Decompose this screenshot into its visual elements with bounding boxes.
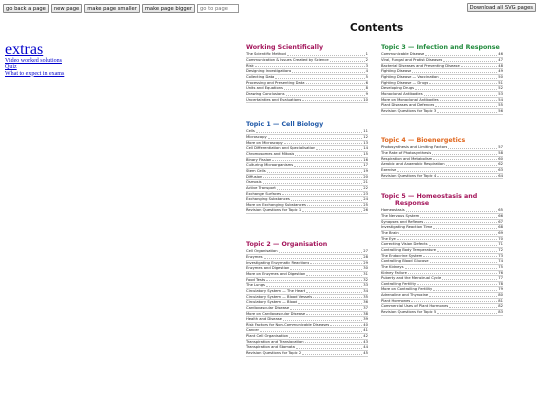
toc-dot-leader: [330, 325, 362, 326]
toc-entry-title: Enzymes: [246, 255, 263, 260]
toc-entry-title: Cell Differentiation and Specialisation: [246, 146, 316, 151]
toc-entry-title: Exchanging Substances: [246, 197, 290, 202]
toc-entry-title: Cell Organisation: [246, 249, 278, 254]
toc-dot-leader: [286, 95, 365, 96]
toc-dot-leader: [275, 78, 364, 79]
toc-entry-page: 46: [498, 52, 503, 57]
toc-entry-page: 13: [363, 140, 368, 145]
toc-dot-leader: [305, 342, 363, 343]
toc-entry-title: More on Microscopy: [246, 140, 283, 145]
toc-entry-title: Binary Fission: [246, 157, 272, 162]
toc-dot-leader: [432, 154, 497, 155]
toc-dot-leader: [405, 268, 498, 269]
toc-entry-title: Revision Questions for Topic 1: [246, 208, 302, 213]
toc-dot-leader: [295, 155, 362, 156]
extras-link-video[interactable]: Video worked solutions: [5, 58, 62, 64]
toc-entry-page: 26: [363, 208, 368, 213]
toc-dot-leader: [420, 217, 497, 218]
toc-dot-leader: [255, 66, 365, 67]
toc-entry-page: 27: [363, 249, 368, 254]
toc-entry-title: Osmosis: [246, 180, 262, 185]
toc-dot-leader: [294, 166, 362, 167]
toc-entry-page: 43: [363, 339, 368, 344]
section-heading: Topic 3 — Infection and Response: [381, 44, 500, 51]
toc-entry-page: 10: [363, 97, 368, 102]
toc-entry-page: 60: [498, 156, 503, 161]
toc-entry-title: Circulatory System — Blood: [246, 300, 298, 305]
toc-entry-page: 58: [498, 151, 503, 156]
toc-entry-title: Stem Cells: [246, 168, 266, 173]
toc-dot-leader: [268, 138, 363, 139]
toc-entry-page: 62: [498, 162, 503, 167]
toc-entry-page: 48: [498, 63, 503, 68]
toc-entry-page: 3: [365, 63, 368, 68]
toc-entry-title: More on Cardiovascular Disease: [246, 311, 306, 316]
toc-dot-leader: [266, 280, 362, 281]
toc-dot-leader: [289, 337, 362, 338]
toc-dot-leader: [433, 290, 497, 291]
toc-dot-leader: [448, 148, 497, 149]
section-heading: Topic 2 — Organisation: [246, 241, 328, 248]
go-back-button[interactable]: go back a page: [3, 4, 49, 13]
toc-entry-page: 47: [498, 58, 503, 63]
toc-entry-page: 14: [363, 146, 368, 151]
toc-entry-title: Enzymes and Digestion: [246, 266, 290, 271]
toc-dot-leader: [397, 239, 497, 240]
toc-entry-title: Monoclonal Antibodies: [381, 91, 423, 96]
make-smaller-button[interactable]: make page smaller: [84, 4, 140, 13]
toc-entry-page: 12: [363, 135, 368, 140]
toc-entry-page: 78: [498, 281, 503, 286]
toc-dot-leader: [307, 205, 362, 206]
toc-entry-page: 32: [363, 277, 368, 282]
toc-entry-title: Food Tests: [246, 277, 266, 282]
toc-entry-title: Transpiration and Stomata: [246, 345, 295, 350]
toc-entry-page: 39: [363, 317, 368, 322]
toc-entry-title: Microscopy: [246, 135, 267, 140]
toc-entry-title: Commercial Uses of Plant Hormones: [381, 304, 449, 309]
toc-entry-title: Investigating Reaction Time: [381, 225, 433, 230]
toc-entry-title: The Lungs: [246, 283, 265, 288]
toc-dot-leader: [429, 296, 497, 297]
toc-dot-leader: [406, 211, 498, 212]
toc-entry-page: 4: [365, 69, 368, 74]
toc-dot-leader: [435, 106, 497, 107]
toc-entry-page: 19: [363, 168, 368, 173]
toc-dot-leader: [284, 89, 365, 90]
toc-entry-page: 21: [363, 180, 368, 185]
toc-entry-page: 8: [365, 86, 368, 91]
toc-dot-leader: [446, 165, 498, 166]
toc-entry-title: Controlling Blood Glucose: [381, 259, 429, 264]
toc-entry-title: The Rate of Photosynthesis: [381, 151, 432, 156]
toc-entry-title: More on Controlling Fertility: [381, 287, 433, 292]
toc-entry-title: The Brain: [381, 231, 399, 236]
toc-dot-leader: [291, 200, 362, 201]
toc-section: [381, 44, 503, 115]
toc-entry-title: Correcting Vision Defects: [381, 242, 428, 247]
toc-entry-title: Transpiration and Translocation: [246, 339, 304, 344]
toc-entry-page: 49: [498, 69, 503, 74]
toc-entry-title: Processing and Presenting Data: [246, 80, 305, 85]
toc-dot-leader: [264, 258, 363, 259]
toc-entry-title: More on Exchanging Substances: [246, 202, 306, 207]
toc-dot-leader: [411, 301, 497, 302]
toc-entry-page: 29: [363, 260, 368, 265]
toc-entry-page: 41: [363, 328, 368, 333]
toc-entry-title: Risk Factors for Non-Communicable Diseases: [246, 322, 330, 327]
toc-entry-title: Communication & Issues Created by Science: [246, 58, 329, 63]
toc-section: [246, 241, 368, 357]
toc-dot-leader: [461, 66, 498, 67]
toc-dot-leader: [449, 307, 497, 308]
toc-entry-page: 34: [363, 288, 368, 293]
toc-entry-page: 76: [498, 270, 503, 275]
toc-dot-leader: [313, 297, 362, 298]
toc-entry-page: 64: [498, 173, 503, 178]
toc-entry-title: Viral, Fungal and Protist Diseases: [381, 58, 443, 63]
toc-entry-page: 72: [498, 247, 503, 252]
toc-entry-title: Cancer: [246, 328, 259, 333]
toc-entry-title: Circulatory System — Blood Vessels: [246, 294, 313, 299]
toc-entry-title: The Endocrine System: [381, 253, 423, 258]
toc-dot-leader: [430, 262, 498, 263]
toc-entry-page: 69: [498, 231, 503, 236]
toc-dot-leader: [425, 55, 497, 56]
toc-dot-leader: [260, 331, 362, 332]
toc-dot-leader: [283, 320, 362, 321]
extras-link-quiz[interactable]: Quiz: [5, 64, 17, 71]
toc-entry-page: 51: [498, 80, 503, 85]
toc-entry-page: 22: [363, 185, 368, 190]
toc-entry-page: 38: [363, 311, 368, 316]
toc-entry-title: Fighting Disease: [381, 69, 412, 74]
toc-entry-page: 66: [498, 214, 503, 219]
toc-dot-leader: [266, 286, 362, 287]
toc-entry-title: The Nervous System: [381, 214, 420, 219]
toc-entry-page: 9: [365, 91, 368, 96]
toc-entry-page: 28: [363, 255, 368, 260]
toc-dot-leader: [437, 176, 497, 177]
toc-entry-title: Photosynthesis and Limiting Factors: [381, 145, 448, 150]
extras-title[interactable]: extras: [5, 41, 44, 58]
toc-entry-title: Drawing Conclusions: [246, 91, 285, 96]
toc-entry-title: Homeostasis: [381, 208, 405, 213]
toc-dot-leader: [277, 189, 362, 190]
toc-dot-leader: [412, 72, 497, 73]
toc-dot-leader: [263, 177, 362, 178]
toc-entry-title: More on Monoclonal Antibodies: [381, 97, 439, 102]
toc-dot-leader: [306, 314, 362, 315]
toc-entry-page: 31: [363, 272, 368, 277]
toc-entry-page: 71: [498, 242, 503, 247]
toc-entry-title: Puberty and the Menstrual Cycle: [381, 276, 442, 281]
toc-entry-title: Exchange Surfaces: [246, 191, 282, 196]
toc-entry-page: 20: [363, 174, 368, 179]
toc-entry[interactable]: [381, 310, 503, 316]
toc-entry-page: 70: [498, 236, 503, 241]
toc-entry-page: 44: [363, 345, 368, 350]
toc-dot-leader: [279, 252, 363, 253]
extras-sidebar: [5, 42, 64, 77]
toc-entry-title: Communicable Disease: [381, 52, 425, 57]
toc-entry-page: 67: [498, 219, 503, 224]
toc-dot-leader: [316, 149, 362, 150]
toc-dot-leader: [400, 234, 498, 235]
toc-dot-leader: [408, 273, 497, 274]
toc-entry-title: The Kidneys: [381, 264, 404, 269]
toc-entry-title: Synapses and Reflexes: [381, 219, 424, 224]
toc-dot-leader: [296, 348, 362, 349]
toc-entry[interactable]: [246, 351, 368, 357]
toc-dot-leader: [429, 245, 498, 246]
toc-entry-title: The Scientific Method: [246, 52, 286, 57]
section-heading: Topic 4 — Bioenergetics: [381, 137, 466, 144]
toc-entry-page: 83: [498, 310, 503, 315]
toc-entry-page: 2: [365, 58, 368, 63]
toc-dot-leader: [302, 354, 362, 355]
toc-entry-title: Cells: [246, 129, 255, 134]
toc-dot-leader: [284, 143, 363, 144]
toc-entry-page: 82: [498, 304, 503, 309]
toc-entry-title: Chromosomes and Mitosis: [246, 152, 295, 157]
toc-entry-page: 52: [498, 86, 503, 91]
toc-entry-title: Fighting Disease — Vaccination: [381, 75, 439, 80]
toc-entry-title: Respiration and Metabolism: [381, 156, 433, 161]
toc-dot-leader: [310, 263, 362, 264]
toc-entry-title: Circulatory System — The Heart: [246, 288, 306, 293]
toc-entry-title: More on Enzymes and Digestion: [246, 272, 306, 277]
toc-entry[interactable]: [246, 98, 368, 104]
toc-entry-page: 6: [365, 80, 368, 85]
toc-dot-leader: [292, 72, 364, 73]
toc-entry-page: 30: [363, 266, 368, 271]
toc-entry-page: 65: [498, 208, 503, 213]
toc-dot-leader: [415, 89, 497, 90]
toc-entry-page: 11: [363, 129, 368, 134]
toc-entry-title: Controlling Fertility: [381, 281, 417, 286]
toc-entry-page: 50: [498, 75, 503, 80]
toc-entry-title: Adrenaline and Thyroxine: [381, 293, 429, 298]
section-heading: Topic 1 — Cell Biology: [246, 121, 324, 128]
toc-section: [381, 137, 503, 179]
toc-section: [246, 121, 368, 214]
toc-entry-page: 68: [498, 225, 503, 230]
toc-entry-title: Uncertainties and Evaluations: [246, 97, 302, 102]
toc-dot-leader: [267, 172, 363, 173]
toc-dot-leader: [437, 313, 497, 314]
toc-dot-leader: [437, 112, 497, 113]
toc-entry-page: 57: [498, 145, 503, 150]
toc-dot-leader: [263, 183, 363, 184]
toc-dot-leader: [306, 292, 362, 293]
toc-dot-leader: [256, 132, 362, 133]
toc-entry-title: Kidney Failure: [381, 270, 407, 275]
toc-dot-leader: [272, 160, 362, 161]
toc-entry-page: 35: [363, 294, 368, 299]
toc-dot-leader: [397, 171, 497, 172]
toc-entry[interactable]: [246, 208, 368, 214]
extras-link-exams[interactable]: What to expect in exams: [5, 70, 65, 77]
toc-dot-leader: [287, 55, 365, 56]
toc-entry-title: Plant Diseases and Defences: [381, 103, 435, 108]
toc-entry-page: 42: [363, 334, 368, 339]
toc-entry-page: 1: [365, 52, 368, 57]
toc-entry-title: Revision Questions for Topic 3: [381, 108, 437, 113]
toc-dot-leader: [282, 194, 362, 195]
toc-entry-title: Culturing Microorganisms: [246, 163, 294, 168]
toc-dot-leader: [302, 211, 362, 212]
download-svg-button[interactable]: Download all SVG pages: [467, 3, 536, 12]
toc-entry[interactable]: [381, 109, 503, 115]
toc-dot-leader: [298, 303, 362, 304]
toc-dot-leader: [302, 100, 362, 101]
toc-dot-leader: [433, 159, 497, 160]
toc-entry-page: 36: [363, 300, 368, 305]
toc-dot-leader: [440, 78, 498, 79]
toc-entry-title: Investigating Enzymatic Reactions: [246, 260, 310, 265]
toc-entry-title: Revision Questions for Topic 4: [381, 173, 437, 178]
toc-entry-title: Revision Questions for Topic 2: [246, 351, 302, 356]
toc-dot-leader: [424, 95, 498, 96]
toc-entry-page: 54: [498, 97, 503, 102]
toc-dot-leader: [290, 309, 362, 310]
toc-entry-page: 81: [498, 298, 503, 303]
toc-dot-leader: [290, 269, 362, 270]
toc-entry-title: The Eye: [381, 236, 396, 241]
toc-entry-page: 5: [365, 75, 368, 80]
toc-section: [381, 193, 503, 316]
toc-entry-page: 77: [498, 276, 503, 281]
toc-entry-page: 37: [363, 305, 368, 310]
toc-entry-page: 80: [498, 293, 503, 298]
toc-entry-page: 15: [363, 152, 368, 157]
toolbar: [3, 3, 239, 14]
toc-section: [246, 44, 368, 103]
toc-entry-title: Active Transport: [246, 185, 276, 190]
toc-entry-title: Controlling Body Temperature: [381, 247, 437, 252]
toc-entry-page: 63: [498, 168, 503, 173]
toc-entry-page: 33: [363, 283, 368, 288]
toc-entry-page: 79: [498, 287, 503, 292]
section-heading: Working Scientifically: [246, 44, 324, 51]
section-heading: Topic 5 — Homeostasis and Response: [381, 193, 478, 207]
toc-dot-leader: [424, 222, 497, 223]
toc-dot-leader: [429, 83, 497, 84]
toc-entry-title: Developing Drugs: [381, 86, 415, 91]
toc-entry-title: Diffusion: [246, 174, 263, 179]
toc-entry-title: Cardiovascular Disease: [246, 305, 290, 310]
toc-entry-page: 53: [498, 91, 503, 96]
toc-entry-title: Revision Questions for Topic 5: [381, 310, 437, 315]
go-to-page-input[interactable]: [197, 4, 239, 13]
toc-entry-page: 17: [363, 163, 368, 168]
make-bigger-button[interactable]: make page bigger: [142, 4, 195, 13]
toc-entry-page: 75: [498, 264, 503, 269]
toc-entry-title: Risk: [246, 63, 254, 68]
toc-entry-title: Aerobic and Anaerobic Respiration: [381, 162, 445, 167]
toc-entry-page: 25: [363, 202, 368, 207]
page-title: Contents: [350, 22, 404, 34]
toc-entry-title: Fighting Disease — Drugs: [381, 80, 429, 85]
toc-entry-title: Plant Hormones: [381, 298, 411, 303]
toc-dot-leader: [330, 61, 365, 62]
toc-entry-page: 73: [498, 253, 503, 258]
toc-entry-title: Units and Equations: [246, 86, 283, 91]
toc-entry-title: Bacterial Diseases and Preventing Disease: [381, 63, 460, 68]
toc-dot-leader: [306, 83, 365, 84]
toc-entry-title: Collecting Data: [246, 75, 275, 80]
toc-dot-leader: [437, 251, 497, 252]
toc-entry-page: 40: [363, 322, 368, 327]
toc-entry[interactable]: [381, 174, 503, 180]
toc-entry-title: Exercise: [381, 168, 397, 173]
toc-entry-page: 55: [498, 103, 503, 108]
new-page-button[interactable]: new page: [51, 4, 82, 13]
toc-entry-page: 56: [498, 108, 503, 113]
toc-entry-title: Plant Cell Organisation: [246, 334, 289, 339]
toc-entry-page: 74: [498, 259, 503, 264]
toc-entry-page: 23: [363, 191, 368, 196]
toc-dot-leader: [423, 256, 497, 257]
toc-dot-leader: [306, 275, 362, 276]
toc-dot-leader: [417, 284, 497, 285]
toc-entry-page: 45: [363, 351, 368, 356]
toc-dot-leader: [443, 61, 497, 62]
toc-dot-leader: [433, 228, 497, 229]
toc-entry-page: 24: [363, 197, 368, 202]
toc-entry-page: 16: [363, 157, 368, 162]
toc-entry-title: Health and Disease: [246, 317, 282, 322]
toc-dot-leader: [442, 279, 497, 280]
toc-entry-title: Designing Investigations: [246, 69, 292, 74]
toc-dot-leader: [440, 100, 498, 101]
